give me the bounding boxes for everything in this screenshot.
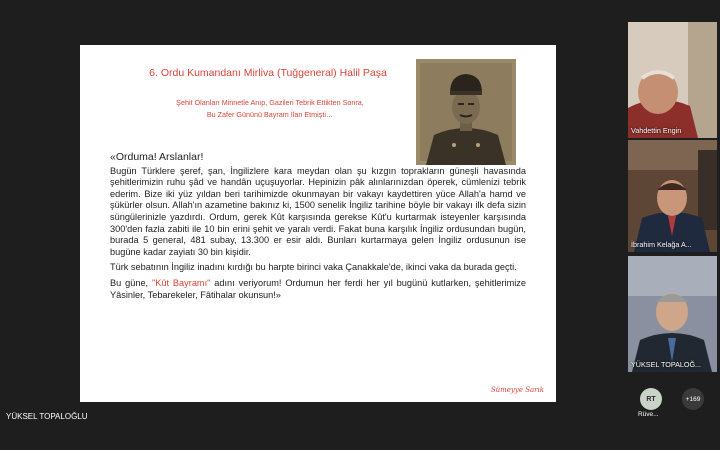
participant-avatar[interactable]: RT [640, 388, 662, 410]
paragraph-3-start: Bu güne, [110, 277, 152, 288]
presentation-slide [80, 45, 556, 402]
slide-signature: Sümeyye Sarık [490, 386, 544, 394]
presenter-name: YÜKSEL TOPALOĞLU [6, 412, 88, 421]
subtitle-line-1: Şehit Olanları Minnetle Anıp, Gazileri Tebrik Ettikten Sonra, [176, 98, 364, 107]
speech-opening: «Orduma! Arslanlar! [110, 151, 204, 163]
participant-video-3 [628, 256, 717, 372]
slide-title: 6. Ordu Kumandanı Mirliva (Tuğgeneral) Halil Paşa [149, 67, 387, 79]
speech-paragraph-3 [110, 278, 526, 301]
portrait-image [416, 59, 516, 165]
portrait-photo [416, 59, 516, 165]
participant-tile-3[interactable] [628, 256, 717, 372]
participant-tile-1[interactable] [628, 22, 717, 138]
speech-paragraph-1: Bugün Türklere şeref, şan, İngilizlere kara meydan olan şu kızgın toprakların güneşli havasında şehitlerimizin ruhu şâd ve handân uçuşuyorlar. Hepinizin pâk alınlarınızdan öperek, cümlenizi tebrik ederim. Bize iki yüz yıldan beri tarihimizde okunmayan bir vakayı kaydettiren yüce Allah'a hamd ve şükürler olsun. Allah'ın azametine bakınız ki, 1500 senelik İngiliz tarihine böyle bir vakayı ilk defa sizin süngülerinizle yazdırdı. Ordum, gerek Kût karşısında gerekse Kût'u kurtarmak isteyenler karşısında 300'den fazla zabiti ile 10 bin erini şehit ve yaralı verdi. Fakat buna karşılık İngiliz ordusundan bugün, burada 5 general, 481 subay, 13.300 er esir aldı. Bunları kurtarmaya gelen İngiliz ordusunun ise bugüne kadar zayiatı 30 bin kişidir. [110, 165, 526, 257]
participant-name-2: İbrahim Kelağa A... [631, 240, 692, 249]
kut-bayrami-highlight: "Kût Bayramı" [152, 277, 211, 288]
paragraph-3-end: adını veriyorum! Ordumun her ferdi her yıl bugünü kutlarken, şehitlerimize Yâsinler, Tebarekeler, Fâtihalar okunsun!» [110, 277, 526, 300]
speech-paragraph-2: Türk sebatının İngiliz inadını kırdığı bu harpte birinci vaka Çanakkale'de, ikinci vaka da burada geçti. [110, 262, 517, 273]
participant-name-1: Vahdettin Engin [631, 126, 682, 135]
slide-subtitle [120, 97, 420, 121]
participant-avatar-name: Rüve... [638, 411, 659, 418]
more-participants-button[interactable]: +169 [682, 388, 704, 410]
participant-video-1 [628, 22, 717, 138]
subtitle-line-2: Bu Zafer Gününü Bayram İlan Etmişti… [206, 110, 334, 119]
participant-tile-2[interactable] [628, 140, 717, 252]
participant-video-2 [628, 140, 717, 252]
slide-body [110, 152, 526, 305]
participant-name-3: YÜKSEL TOPALOĞ... [631, 360, 702, 369]
